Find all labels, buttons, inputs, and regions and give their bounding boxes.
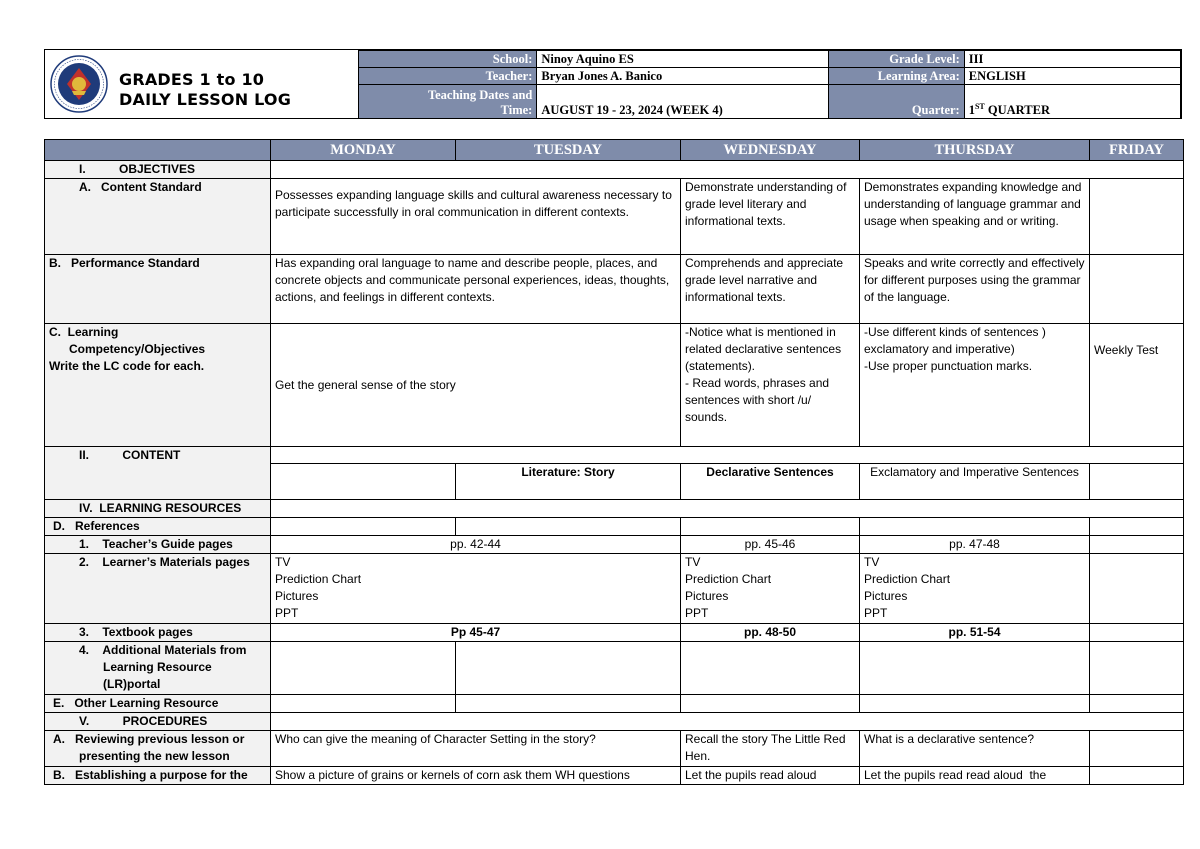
day-friday: FRIDAY (1090, 140, 1184, 161)
day-wednesday: WEDNESDAY (681, 140, 860, 161)
deped-seal-icon (50, 55, 108, 113)
teaching-dates-label-1: Teaching Dates and (427, 88, 533, 102)
objectives-cell (271, 161, 1184, 179)
content-standard-wed: Demonstrate understanding of grade level literary and informational texts. (681, 179, 860, 255)
competency-label-1: C. Learning (49, 325, 119, 339)
objectives-row (45, 161, 1184, 179)
blank-header-cell (45, 140, 271, 161)
log-header (44, 49, 1182, 119)
school-info-table (358, 50, 1181, 119)
other-fri (1090, 695, 1184, 713)
quarter-label: Quarter: (829, 85, 965, 119)
addl-label-2: Learning Resource (103, 660, 212, 674)
competency-label (45, 324, 271, 447)
content-fri (1090, 464, 1184, 500)
quarter-rest: QUARTER (984, 103, 1050, 117)
addl-label-3: (LR)portal (103, 677, 161, 691)
content-blank-cell (271, 447, 1184, 464)
learning-area-value: ENGLISH (964, 68, 1180, 85)
log-title (119, 70, 291, 110)
competency-mon-tue: Get the general sense of the story (271, 324, 681, 447)
day-thursday: THURSDAY (860, 140, 1090, 161)
references-label: D. References (45, 518, 271, 536)
purpose-fri (1090, 767, 1184, 785)
additional-materials-label (45, 642, 271, 695)
teachers-guide-thu: pp. 47-48 (860, 536, 1090, 554)
textbook-label: 3. Textbook pages (45, 624, 271, 642)
lm-thu-item-2: Prediction Chart (864, 572, 951, 586)
lm-thu-item-3: Pictures (864, 589, 908, 603)
competency-wed-2: - Read words, phrases and sentences with short /u/ sounds. (685, 376, 830, 424)
textbook-thu: pp. 51-54 (860, 624, 1090, 642)
textbook-mon-tue: Pp 45-47 (271, 624, 681, 642)
purpose-label: B. Establishing a purpose for the (45, 767, 271, 785)
content-standard-row (45, 179, 1184, 255)
days-header-row (45, 140, 1184, 161)
addl-mon (271, 642, 456, 695)
learning-resources-label: IV. LEARNING RESOURCES (45, 500, 271, 518)
content-wed: Declarative Sentences (681, 464, 860, 500)
content-row (45, 447, 1184, 464)
lm-wed-item-2: Prediction Chart (685, 572, 772, 586)
content-mon (271, 464, 456, 500)
teachers-guide-label: 1. Teacher’s Guide pages (45, 536, 271, 554)
grade-level-label: Grade Level: (829, 51, 965, 68)
learners-materials-fri (1090, 554, 1184, 624)
competency-row (45, 324, 1184, 447)
textbook-row (45, 624, 1184, 642)
competency-fri: Weekly Test (1090, 324, 1184, 447)
other-mon (271, 695, 456, 713)
other-thu (860, 695, 1090, 713)
title-line-2: DAILY LESSON LOG (119, 90, 292, 109)
performance-standard-thu: Speaks and write correctly and effectively for different purposes using the grammar of the language. (860, 255, 1090, 324)
references-mon (271, 518, 456, 536)
competency-wed-1: -Notice what is mentioned in related declarative sentences (statements). (685, 325, 842, 373)
review-thu: What is a declarative sentence? (860, 731, 1090, 767)
performance-standard-fri (1090, 255, 1184, 324)
teacher-value: Bryan Jones A. Banico (537, 68, 829, 85)
teaching-dates-label (359, 85, 537, 119)
review-label (45, 731, 271, 767)
school-label: School: (359, 51, 537, 68)
references-wed (681, 518, 860, 536)
performance-standard-wed: Comprehends and appreciate grade level narrative and informational texts. (681, 255, 860, 324)
lm-wed-item-1: TV (685, 555, 701, 569)
references-thu (860, 518, 1090, 536)
quarter-num: 1 (968, 103, 975, 117)
teaching-dates-label-2: Time: (500, 103, 533, 117)
competency-thu (860, 324, 1090, 447)
learners-materials-row (45, 554, 1184, 624)
performance-standard-row (45, 255, 1184, 324)
addl-tue (456, 642, 681, 695)
review-wed: Recall the story The Little Red Hen. (681, 731, 860, 767)
lm-wed-item-3: Pictures (685, 589, 729, 603)
competency-thu-2: -Use proper punctuation marks. (864, 359, 1033, 373)
quarter-value (964, 85, 1180, 119)
lm-wed-item-4: PPT (685, 606, 709, 620)
quarter-sup: ST (974, 101, 985, 111)
lm-thu-item-1: TV (864, 555, 880, 569)
textbook-wed: pp. 48-50 (681, 624, 860, 642)
learning-resources-row (45, 500, 1184, 518)
review-mon-tue: Who can give the meaning of Character Setting in the story? (271, 731, 681, 767)
purpose-wed: Let the pupils read aloud (681, 767, 860, 785)
learning-area-label: Learning Area: (829, 68, 965, 85)
performance-standard-mon-tue: Has expanding oral language to name and describe people, places, and concrete objects and communicate personal experiences, ideas, thoughts, actions, and feelings in different contexts. (271, 255, 681, 324)
addl-label-1: 4. Additional Materials from (79, 643, 247, 657)
teachers-guide-mon-tue: pp. 42-44 (271, 536, 681, 554)
content-standard-label: A. Content Standard (45, 179, 271, 255)
competency-wed (681, 324, 860, 447)
learners-materials-wed (681, 554, 860, 624)
review-label-1: A. Reviewing previous lesson or (53, 732, 245, 746)
review-row (45, 731, 1184, 767)
addl-fri (1090, 642, 1184, 695)
teachers-guide-row (45, 536, 1184, 554)
learners-materials-thu (860, 554, 1090, 624)
lm-mon-item-3: Pictures (275, 589, 319, 603)
lm-mon-item-2: Prediction Chart (275, 572, 362, 586)
teachers-guide-fri (1090, 536, 1184, 554)
additional-materials-row (45, 642, 1184, 695)
addl-wed (681, 642, 860, 695)
lm-mon-item-1: TV (275, 555, 291, 569)
learners-materials-mon-tue (271, 554, 681, 624)
content-standard-fri (1090, 179, 1184, 255)
content-standard-thu: Demonstrates expanding knowledge and understanding of language grammar and usage when speaking and or writing. (860, 179, 1090, 255)
review-label-2: presenting the new lesson (79, 749, 230, 763)
school-value: Ninoy Aquino ES (537, 51, 829, 68)
learning-resources-cell (271, 500, 1184, 518)
textbook-fri (1090, 624, 1184, 642)
teachers-guide-wed: pp. 45-46 (681, 536, 860, 554)
day-monday: MONDAY (271, 140, 456, 161)
content-thu: Exclamatory and Imperative Sentences (860, 464, 1090, 500)
competency-label-2: Competency/Objectives (69, 342, 206, 356)
competency-label-3: Write the LC code for each. (49, 359, 205, 373)
references-fri (1090, 518, 1184, 536)
other-wed (681, 695, 860, 713)
lm-thu-item-4: PPT (864, 606, 888, 620)
other-resource-row (45, 695, 1184, 713)
references-tue (456, 518, 681, 536)
day-tuesday: TUESDAY (456, 140, 681, 161)
teaching-dates-value: AUGUST 19 - 23, 2024 (WEEK 4) (537, 85, 829, 119)
lm-mon-item-4: PPT (275, 606, 299, 620)
grade-level-value: III (964, 51, 1180, 68)
objectives-label: I. OBJECTIVES (45, 161, 271, 179)
performance-standard-label: B. Performance Standard (45, 255, 271, 324)
review-fri (1090, 731, 1184, 767)
lesson-log-table (44, 139, 1184, 785)
content-label: II. CONTENT (45, 447, 271, 500)
content-tue: Literature: Story (456, 464, 681, 500)
purpose-thu: Let the pupils read read aloud the (860, 767, 1090, 785)
references-row (45, 518, 1184, 536)
other-tue (456, 695, 681, 713)
teacher-label: Teacher: (359, 68, 537, 85)
procedures-row (45, 713, 1184, 731)
learners-materials-label: 2. Learner’s Materials pages (45, 554, 271, 624)
procedures-label: V. PROCEDURES (45, 713, 271, 731)
purpose-mon-tue: Show a picture of grains or kernels of corn ask them WH questions (271, 767, 681, 785)
addl-thu (860, 642, 1090, 695)
competency-thu-1: -Use different kinds of sentences ) exclamatory and imperative) (864, 325, 1046, 356)
procedures-cell (271, 713, 1184, 731)
title-line-1: GRADES 1 to 10 (119, 70, 265, 89)
purpose-row (45, 767, 1184, 785)
other-resource-label: E. Other Learning Resource (45, 695, 271, 713)
content-standard-mon-tue: Possesses expanding language skills and cultural awareness necessary to participate successfully in oral communication in different contexts. (271, 179, 681, 255)
